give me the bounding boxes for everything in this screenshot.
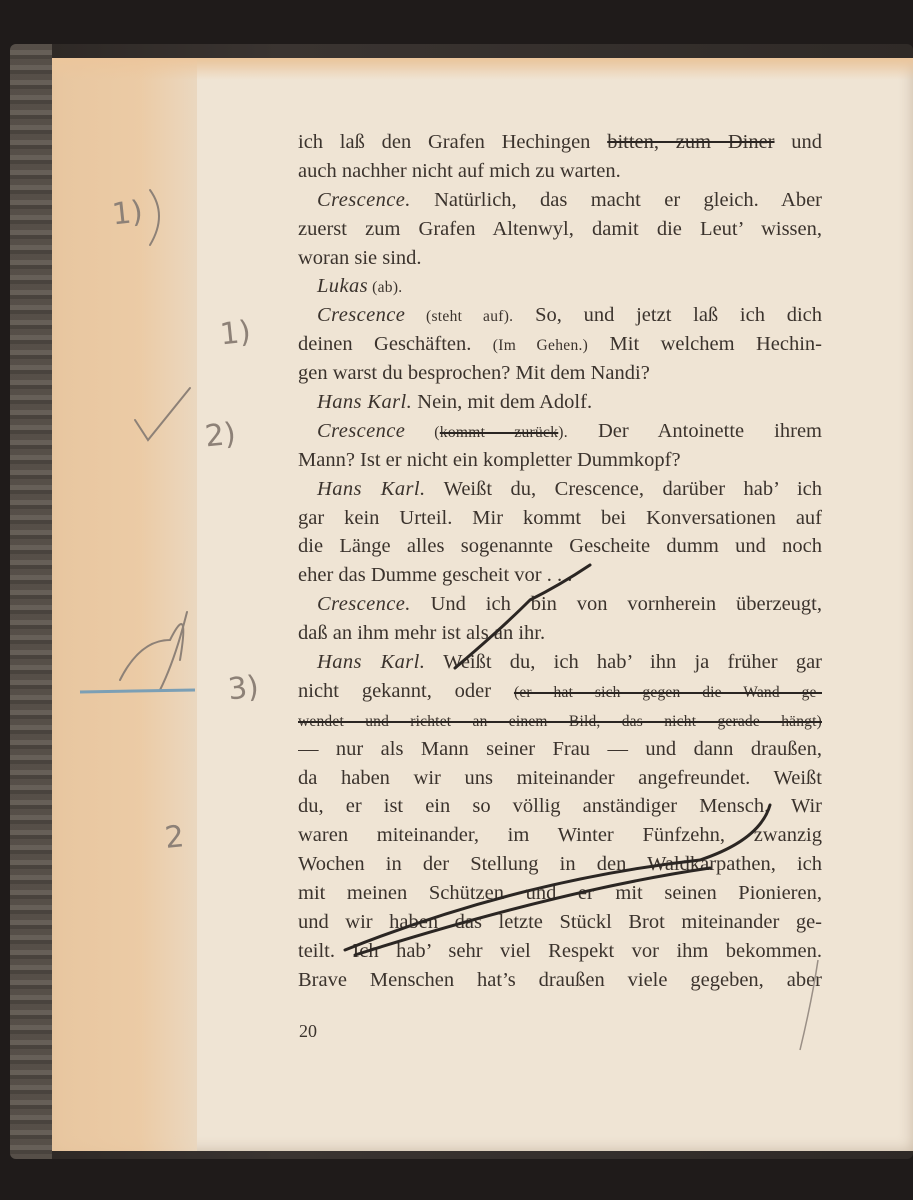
speaker-name: Hans Karl. [317,391,413,414]
margin-note-2-lower: 2 [163,819,186,856]
stage-direction: (steht auf). [405,308,514,326]
text-line: Mann? Ist er nicht ein kompletter Dummkopf? [298,448,681,471]
text-line: Crescence. Natürlich, das macht er gleich. Aber [317,188,822,211]
text-line: waren miteinander, im Winter Fünfzehn, zwanzig [298,824,822,847]
text-line: mit meinen Schützen und er mit seinen Pionieren, [298,882,822,905]
text-line: zuerst zum Grafen Altenwyl, damit die Leut’ wissen, [298,217,822,240]
text-line: daß an ihm mehr ist als an ihr. [298,622,546,645]
text-line [298,706,822,735]
speaker-name: Hans Karl. [317,651,426,674]
speaker-name: Crescence [317,419,406,442]
text-line: Hans Karl. Nein, mit dem Adolf. [317,391,593,414]
text-line: eher das Dumme gescheit vor . . . [298,564,573,587]
speaker-name: Hans Karl. [317,477,426,500]
text-line: auch nachher nicht auf mich zu warten. [298,159,621,182]
speaker-name: Lukas [317,275,368,298]
text-line: Hans Karl. Weißt du, ich hab’ ihn ja früher gar [317,651,822,674]
text-line: teilt. Ich hab’ sehr viel Respekt vor ihm bekommen. [298,939,822,962]
text-line: Hans Karl. Weißt du, Crescence, darüber hab’ ich [317,477,822,500]
speaker-name: Crescence. [317,593,411,616]
text-line: gen warst du besprochen? Mit dem Nandi? [298,362,650,385]
stage-direction: (ab). [367,279,403,297]
text-line: deinen Geschäften. (Im Gehen.) Mit welchem Hechin- [298,333,822,356]
struck-stage-direction: kommt zurück [439,423,559,441]
text-line: du, er ist ein so völlig anständiger Mensch. Wir [298,795,822,818]
struck-stage-direction: (er hat sich gegen die Wand ge- [513,683,822,701]
text-line: Brave Menschen hat’s draußen viele gegeben, aber [298,968,822,991]
page-top-stain [52,58,913,80]
margin-note-3: 3) [226,669,261,708]
text-line: ich laß den Grafen Hechingen bitten, zum Diner und [298,131,822,153]
book-spine [10,44,52,1159]
text-line: Wochen in der Stellung in den Waldkarpathen, ich [298,853,822,876]
text-line: woran sie sind. [298,246,422,269]
margin-note-1-second: 1) [218,314,253,353]
struck-stage-direction: wendet und richtet an einem Bild, das nicht gerade hängt) [298,712,822,730]
margin-note-1: 1) [110,194,145,233]
text-line: und wir haben das letzte Stückl Brot miteinander ge- [298,911,822,934]
text-line: Crescence (kommt zurück). Der Antoinette ihrem [317,419,822,442]
speaker-name: Crescence [317,304,406,327]
text-line [298,272,822,301]
stage-direction: (Im Gehen.) [492,337,589,355]
page-text [298,128,822,995]
text-line: nicht gekannt, oder (er hat sich gegen die Wand ge- [298,679,822,702]
text-line: — nur als Mann seiner Frau — und dann draußen, [298,737,822,760]
page-number: 20 [299,1021,317,1041]
text-line: Crescence (steht auf). So, und jetzt laß ich dich [317,304,822,327]
speaker-name: Crescence. [317,188,411,211]
text-line: da haben wir uns miteinander angefreundet. Weißt [298,766,822,789]
text-line: die Länge alles sogenannte Gescheite dumm und noch [298,535,822,558]
text-line: Crescence. Und ich bin von vornherein überzeugt, [317,593,822,616]
text-line: gar kein Urteil. Mir kommt bei Konversationen auf [298,506,822,529]
struck-text: bitten, zum Diner [607,131,775,153]
margin-note-2: 2) [203,416,238,455]
